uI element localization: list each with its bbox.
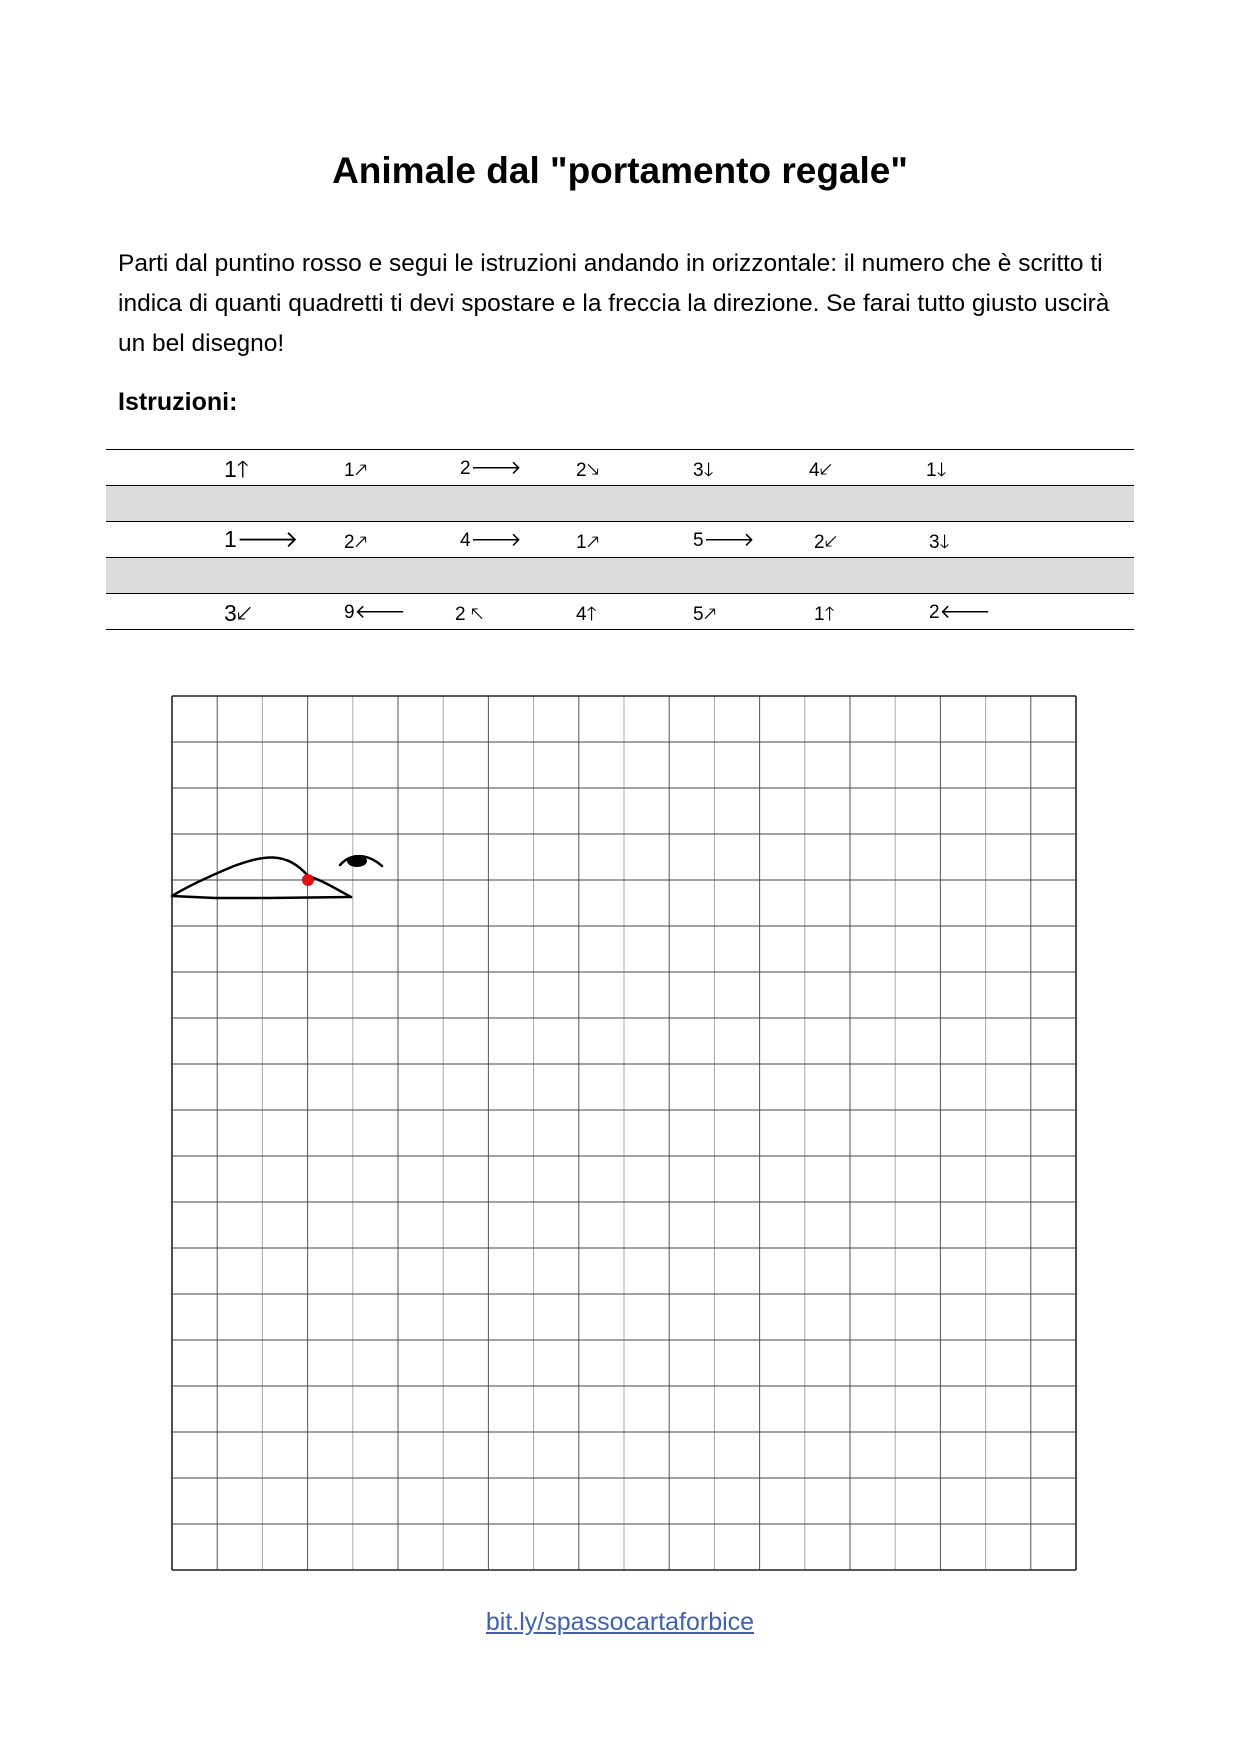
instruction-row-1 bbox=[106, 449, 1134, 485]
step-cell: 2🡗 bbox=[814, 532, 838, 553]
grid-lines bbox=[172, 696, 1076, 1570]
shaded-row bbox=[106, 485, 1134, 521]
step-cell: 5🡕 bbox=[693, 604, 717, 625]
step-cell: 2🡐 bbox=[929, 602, 991, 623]
step-cell: 2🡖 bbox=[576, 460, 600, 481]
step-cell: 2🡒 bbox=[460, 458, 522, 479]
step-cell: 3🡓 bbox=[693, 460, 714, 481]
footer bbox=[0, 1608, 1240, 1637]
page-title: Animale dal "portamento regale" bbox=[332, 150, 908, 191]
instructions-label: Istruzioni: bbox=[118, 388, 238, 416]
drawing-base-stroke bbox=[172, 896, 351, 898]
step-cell: 1🡓 bbox=[926, 460, 947, 481]
step-cell: 1🡕 bbox=[344, 460, 368, 481]
step-cell: 4🡗 bbox=[809, 460, 833, 481]
drawing-grid[interactable] bbox=[170, 694, 1078, 1577]
shaded-row bbox=[106, 557, 1134, 593]
drawing-body-stroke bbox=[172, 857, 308, 896]
instruction-row-3 bbox=[106, 593, 1134, 630]
step-cell: 5🡒 bbox=[693, 530, 755, 551]
instruction-row-2 bbox=[106, 521, 1134, 557]
step-cell: 3🡓 bbox=[929, 532, 950, 553]
step-cell: 1🡑 bbox=[224, 456, 249, 482]
step-cell: 1🡒 bbox=[224, 526, 299, 552]
eye-shape bbox=[347, 855, 367, 867]
step-cell: 1🡑 bbox=[814, 604, 835, 625]
step-cell: 4🡑 bbox=[576, 604, 597, 625]
step-cell: 3🡗 bbox=[224, 600, 253, 626]
step-cell: 9🡐 bbox=[344, 602, 406, 623]
step-cell: 2🡕 bbox=[344, 532, 368, 553]
step-cell: 2 🡔 bbox=[455, 604, 484, 625]
step-cell: 4🡒 bbox=[460, 530, 522, 551]
instructions-intro: Parti dal puntino rosso e segui le istruzioni andando in orizzontale: il numero che è scritto ti indica di quanti quadretti ti devi spostare e la freccia la direzione. Se farai tutto giusto uscirà un bel disegno! bbox=[118, 250, 1110, 357]
step-cell: 1🡕 bbox=[576, 532, 600, 553]
instructions-table bbox=[106, 449, 1134, 630]
grid-canvas[interactable] bbox=[170, 694, 1078, 1572]
start-dot bbox=[302, 874, 314, 886]
footer-link[interactable]: bit.ly/spassocartaforbice bbox=[485, 1608, 755, 1636]
drawing-neck-stroke bbox=[308, 876, 351, 897]
